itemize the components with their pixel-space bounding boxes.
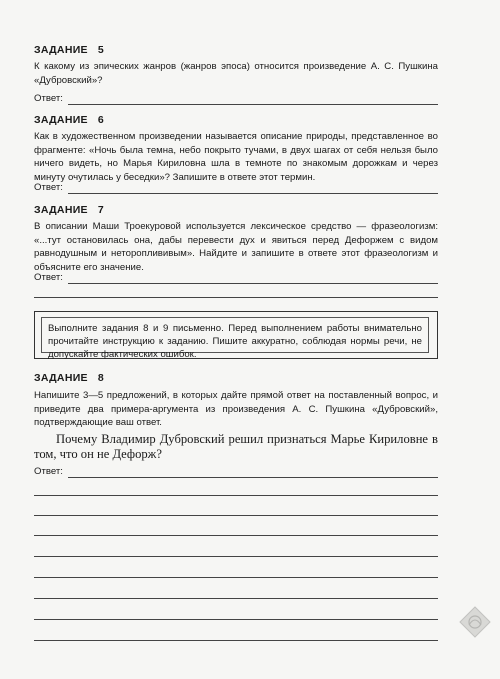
- task-5-answer[interactable]: [34, 93, 438, 107]
- task-6-title: [34, 114, 104, 126]
- watermark-diamond-icon: [458, 605, 492, 639]
- answer-line[interactable]: [34, 535, 438, 536]
- task-title-label: ЗАДАНИЕ: [34, 372, 88, 384]
- task-5-text: К какому из эпических жанров (жанров эпоса) относится произведение А. С. Пушкина «Дубровский»?: [34, 61, 438, 86]
- task-6-answer[interactable]: [34, 182, 438, 196]
- task-number: 7: [97, 204, 104, 216]
- task-title-label: ЗАДАНИЕ: [34, 114, 88, 126]
- answer-line[interactable]: [34, 515, 438, 516]
- answer-label: Ответ:: [34, 93, 63, 104]
- task-5-title: [34, 44, 104, 56]
- task-6-text: Как в художественном произведении называется описание природы, представленное во фрагменте: «Ночь была темна, небо покрыто тучами, в двух шагах от себя нельзя было ничего видеть, но Марья Кириловна шла в темноте по знакомым дорожкам и через минуту очутилась у беседки»? Запишите в ответе этот термин.: [34, 131, 438, 183]
- answer-line[interactable]: [68, 104, 438, 105]
- answer-line[interactable]: [68, 193, 438, 194]
- answer-line[interactable]: [68, 477, 438, 478]
- task-7-text: В описании Маши Троекуровой используется лексическое средство — фразеологизм: «...тут остановилась она, дабы перевести дух и явиться перед Дефоржем с видом равнодушным и нетороплививым». Найдите и запишите в ответе этот фразеологизм и объясните его значение.: [34, 221, 438, 273]
- answer-line[interactable]: [68, 283, 438, 284]
- answer-line[interactable]: [34, 495, 438, 496]
- answer-line[interactable]: [34, 598, 438, 599]
- task-8-question: Почему Владимир Дубровский решил признаться Марье Кириловне в том, что он не Дефорж?: [34, 432, 438, 461]
- answer-line[interactable]: [34, 297, 438, 298]
- answer-label: Ответ:: [34, 272, 63, 283]
- task-title-label: ЗАДАНИЕ: [34, 44, 88, 56]
- task-number: 5: [97, 44, 104, 56]
- task-8-answer[interactable]: [34, 466, 438, 480]
- answer-line[interactable]: [34, 619, 438, 620]
- answer-line[interactable]: [34, 556, 438, 557]
- task-title-label: ЗАДАНИЕ: [34, 204, 88, 216]
- answer-line[interactable]: [34, 577, 438, 578]
- instruction-text: Выполните задания 8 и 9 письменно. Перед выполнением работы внимательно прочитайте инструкцию к заданию. Пишите аккуратно, соблюдая нормы речи, не допускайте фактических ошибок.: [41, 317, 429, 353]
- task-number: 6: [97, 114, 104, 126]
- answer-label: Ответ:: [34, 466, 63, 477]
- answer-label: Ответ:: [34, 182, 63, 193]
- task-7-answer[interactable]: [34, 272, 438, 286]
- answer-line[interactable]: [34, 640, 438, 641]
- task-number: 8: [97, 372, 104, 384]
- task-8-text: Напишите 3—5 предложений, в которых дайте прямой ответ на поставленный вопрос, и приведите два примера-аргумента из произведения А. С. Пушкина «Дубровский», подтверждающие ваш ответ.: [34, 390, 438, 429]
- task-7-title: [34, 204, 104, 216]
- instruction-box: [34, 311, 438, 359]
- task-8-title: [34, 372, 104, 384]
